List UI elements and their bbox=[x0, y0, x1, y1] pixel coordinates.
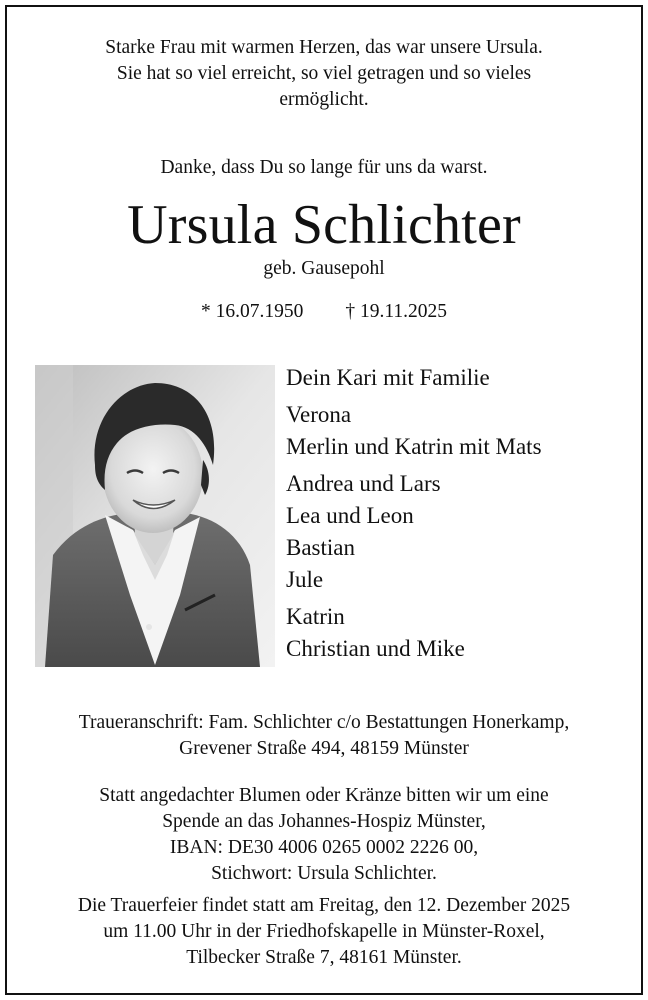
intro-line: ermöglicht. bbox=[279, 89, 369, 110]
family-member: Merlin und Katrin mit Mats bbox=[286, 434, 542, 459]
family-group bbox=[286, 601, 626, 665]
birth-name: geb. Gausepohl bbox=[263, 258, 385, 279]
portrait-photo bbox=[35, 365, 275, 667]
address-line: Grevener Straße 494, 48159 Münster bbox=[179, 738, 469, 759]
family-member: Lea und Leon bbox=[286, 503, 414, 528]
funeral-info bbox=[0, 893, 648, 971]
donation-request bbox=[0, 783, 648, 887]
family-member: Katrin bbox=[286, 604, 345, 629]
family-member: Dein Kari mit Familie bbox=[286, 365, 490, 390]
family-member: Jule bbox=[286, 567, 324, 592]
donation-iban: IBAN: DE30 4006 0265 0002 2226 00, bbox=[169, 837, 479, 858]
family-member: Bastian bbox=[286, 535, 355, 560]
funeral-line: Tilbecker Straße 7, 48161 Münster. bbox=[186, 947, 462, 968]
funeral-line: um 11.00 Uhr in der Friedhofskapelle in Münster-Roxel, bbox=[103, 921, 545, 942]
donation-keyword: Stichwort: Ursula Schlichter. bbox=[211, 863, 437, 884]
address-line: Traueranschrift: Fam. Schlichter c/o Bestattungen Honerkamp, bbox=[78, 712, 570, 733]
intro-text bbox=[0, 35, 648, 113]
family-list bbox=[286, 362, 626, 670]
family-member: Andrea und Lars bbox=[286, 471, 441, 496]
family-group bbox=[286, 399, 626, 463]
thanks-text: Danke, dass Du so lange für uns da warst. bbox=[160, 157, 488, 178]
family-member: Verona bbox=[286, 402, 352, 427]
deceased-name: Ursula Schlichter bbox=[127, 194, 521, 256]
donation-line: Spende an das Johannes-Hospiz Münster, bbox=[162, 811, 486, 832]
donation-line: Statt angedachter Blumen oder Kränze bitten wir um eine bbox=[99, 785, 549, 806]
intro-line: Sie hat so viel erreicht, so viel getragen und so vieles bbox=[116, 63, 532, 84]
family-group bbox=[286, 468, 626, 596]
funeral-line: Die Trauerfeier findet statt am Freitag, den 12. Dezember 2025 bbox=[77, 895, 571, 916]
birth-date: * 16.07.1950 bbox=[200, 301, 304, 322]
intro-line: Starke Frau mit warmen Herzen, das war unsere Ursula. bbox=[105, 37, 543, 58]
mourning-address bbox=[0, 710, 648, 762]
death-date: † 19.11.2025 bbox=[345, 301, 448, 322]
family-member: Christian und Mike bbox=[286, 636, 465, 661]
life-dates bbox=[0, 299, 648, 325]
family-group bbox=[286, 362, 626, 394]
